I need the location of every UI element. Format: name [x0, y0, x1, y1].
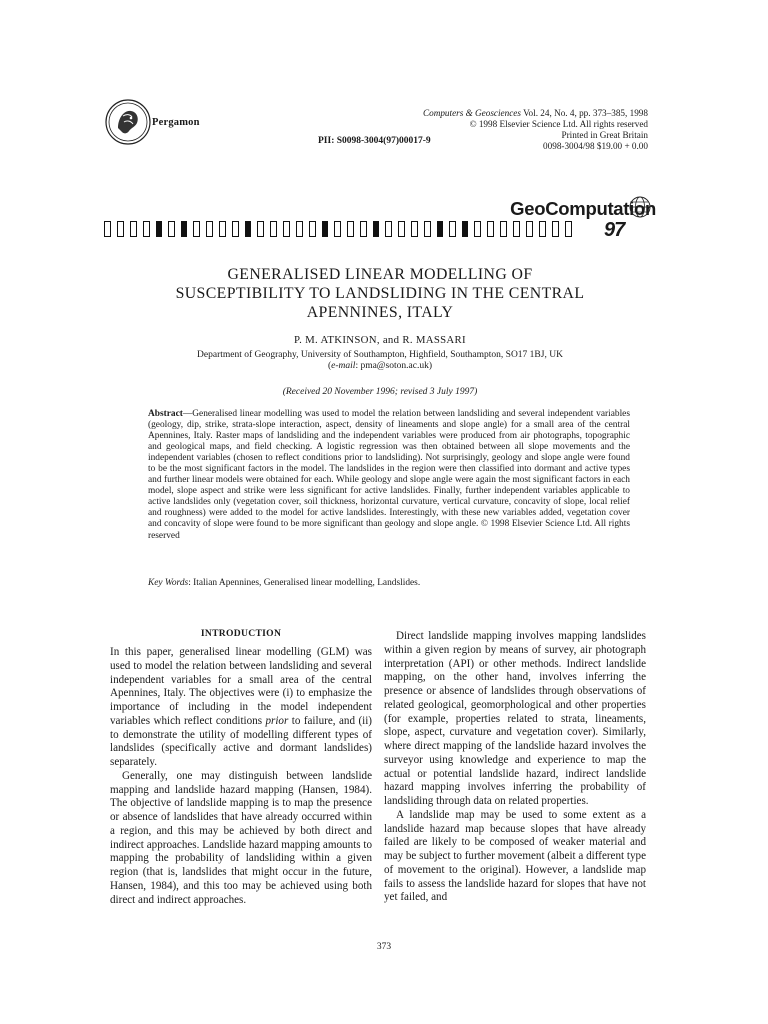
banner-bar-hollow	[411, 221, 418, 237]
banner-bar-solid	[245, 221, 251, 237]
received-dates: (Received 20 November 1996; revised 3 July 1997)	[282, 387, 478, 397]
article-title-line: GENERALISED LINEAR MODELLING OF	[227, 266, 533, 283]
article-title-line: APENNINES, ITALY	[306, 304, 454, 321]
banner-bar-hollow	[398, 221, 405, 237]
banner-bar-hollow	[219, 221, 226, 237]
journal-printed: Printed in Great Britain	[561, 130, 648, 140]
body-column-left	[110, 646, 372, 907]
banner-bar-hollow	[270, 221, 277, 237]
banner-bar-hollow	[539, 221, 546, 237]
email-label: e-mail	[331, 361, 356, 371]
banner-bar-hollow	[296, 221, 303, 237]
section-heading-introduction: INTRODUCTION	[200, 628, 282, 639]
paragraph-text: to failure, and (ii) to demonstrate the utility of modelling different types of landslides (specifically active and dormant landslides) separately.	[110, 714, 372, 768]
journal-volume: Vol. 24, No. 4, pp. 373–385, 1998	[523, 108, 648, 118]
affiliation	[140, 350, 620, 372]
banner-bar-solid	[181, 221, 187, 237]
abstract-text: —Generalised linear modelling was used to model the relation between landsliding and several independent variables (geology, dip, strike, strata-slope interaction, aspect, density of lineaments and slope angle) for a small area of the central Apennines, Italy. Raster maps of landsliding and the independent variables were produced from air photographs, topographic and geological maps, and field checking. A logistic regression was then obtained between all slope movements and the independent variables (chosen to reflect conditions prior to landsliding). Not surprisingly, geology and slope angle were found to be the most significant factors in the model. The landslides in the region were then classified into dormant and active types and further linear models were obtained for each. While geology and slope angle were again the most significant factors in each model, slope aspect and strike were less significant for active landslides. Finally, further independent variables applicable to active landslides only (vegetation cover, soil thickness, horizontal curvature, vertical curvature, concavity of slope, local relief and roughness) were added to the model for active landslides. Interestingly, with these new variables added, vegetation cover and concavity of slope were found to be more significant than geology and slope angle. © 1998 Elsevier Science Ltd. All rights reserved	[148, 409, 630, 541]
banner-bar-hollow	[206, 221, 213, 237]
banner-bar-hollow	[143, 221, 150, 237]
banner-bar-hollow	[449, 221, 456, 237]
body-column-right	[384, 630, 646, 905]
banner-bar-hollow	[309, 221, 316, 237]
publisher-name: Pergamon	[152, 117, 200, 128]
body-paragraph: A landslide map may be used to some extent as a landslide hazard map because slopes that have already failed are likely to be composed of weaker material and may be subject to further movement (albeit a different type of movement to the original). However, a landslide map fails to assess the landslide hazard for slopes that have not yet failed, and	[384, 808, 646, 904]
article-title-line: SUSCEPTIBILITY TO LANDSLIDING IN THE CENTRAL	[175, 285, 585, 302]
banner-bar-solid	[322, 221, 328, 237]
banner-bar-hollow	[360, 221, 367, 237]
banner-bar-hollow	[168, 221, 175, 237]
banner-bar-solid	[462, 221, 468, 237]
banner-bar-hollow	[513, 221, 520, 237]
paragraph-text: In this paper, generalised linear modelling (GLM) was used to model the relation between landsliding and several independent variables for a small area of the central Apennines, Italy. The objectives were (i) to emphasize the importance of including in the model independent variables which reflect conditions	[110, 646, 372, 727]
page-number: 373	[376, 942, 392, 952]
keywords	[148, 578, 630, 588]
banner-bar-hollow	[487, 221, 494, 237]
journal-name: Computers & Geosciences	[422, 108, 521, 118]
banner-bar-hollow	[104, 221, 111, 237]
banner-bar-hollow	[474, 221, 481, 237]
banner-bar-hollow	[385, 221, 392, 237]
abstract-label: Abstract	[148, 409, 183, 419]
body-paragraph: Generally, one may distinguish between landslide mapping and landslide hazard mapping (Hansen, 1984). The objective of landslide mapping is to map the presence or absence of landslides that have already occurred within a region, and this may be achieved by both direct and indirect approaches. Landslide hazard mapping amounts to mapping the probability of landsliding within a given region (that is, landslides that might occur in the future, Hansen, 1984), and this too may be achieved using both direct and indirect approaches.	[110, 769, 372, 906]
banner-bar-hollow	[552, 221, 559, 237]
pii-code: PII: S0098-3004(97)00017-9	[318, 136, 431, 146]
banner-bar-hollow	[193, 221, 200, 237]
email-address: : pma@soton.ac.uk	[355, 361, 429, 371]
banner-bar-hollow	[565, 221, 572, 237]
banner-bar-hollow	[500, 221, 507, 237]
globe-icon	[629, 196, 651, 218]
article-title	[120, 265, 640, 322]
banner-bar-pattern	[104, 218, 624, 240]
keywords-label: Key Words	[148, 578, 189, 588]
body-paragraph	[110, 646, 372, 770]
banner-bar-hollow	[424, 221, 431, 237]
affiliation-text: Department of Geography, University of Southampton, Highfield, Southampton, SO17 1BJ, UK	[197, 350, 563, 360]
body-paragraph: Direct landslide mapping involves mapping landslides within a given region by means of survey, air photograph interpretation (API) or other methods. Indirect landslide mapping, on the other hand, involves inferring the presence or absence of landslides through observations of related geological, geomorphological and other properties (for example, properties related to strata, lineaments, slope, aspect, curvature and vegetation cover). Similarly, where direct mapping of the landslide hazard involves the surveyor using knowledge and experience to map the actual or potential landslide hazard, indirect landslide hazard mapping involves inferring the probability of landsliding through data on related properties.	[384, 630, 646, 807]
banner-bar-hollow	[232, 221, 239, 237]
banner-bar-hollow	[334, 221, 341, 237]
email-line: (e-mail: pma@soton.ac.uk)	[327, 361, 432, 371]
banner-bar-hollow	[526, 221, 533, 237]
banner-bar-solid	[373, 221, 379, 237]
banner-year: 97	[604, 219, 625, 241]
banner-bar-hollow	[347, 221, 354, 237]
journal-copyright: © 1998 Elsevier Science Ltd. All rights reserved	[469, 119, 648, 129]
journal-price: 0098-3004/98 $19.00 + 0.00	[543, 141, 648, 151]
banner-bar-solid	[437, 221, 443, 237]
pergamon-seal-icon	[104, 98, 152, 146]
geocomputation-title: GeoComputation	[510, 198, 656, 219]
banner-bar-hollow	[257, 221, 264, 237]
paragraph-italic: prior	[265, 714, 289, 727]
banner-bar-hollow	[117, 221, 124, 237]
keywords-text: : Italian Apennines, Generalised linear modelling, Landslides.	[188, 578, 421, 588]
abstract	[148, 409, 630, 542]
banner-bar-hollow	[283, 221, 290, 237]
banner-bar-hollow	[130, 221, 137, 237]
banner-bar-solid	[156, 221, 162, 237]
authors: P. M. ATKINSON, and R. MASSARI	[294, 334, 466, 346]
